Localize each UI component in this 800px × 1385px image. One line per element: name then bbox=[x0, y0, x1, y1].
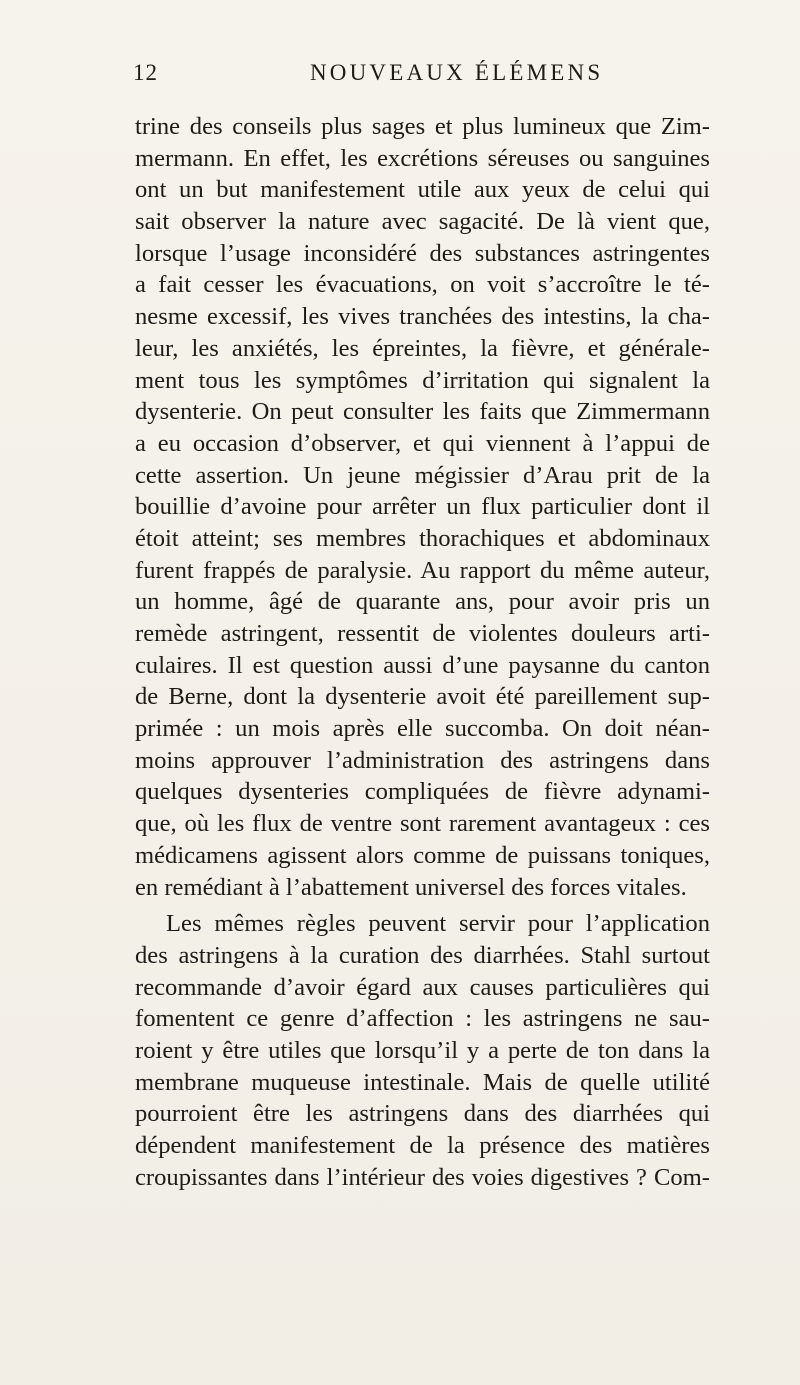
text-line: sait observer la nature avec sagacité. De là vient que, bbox=[135, 208, 710, 236]
text-line: pourroient être les astringens dans des diarrhées qui bbox=[135, 1100, 710, 1128]
text-line: que, où les flux de ventre sont rarement avantageux : ces bbox=[135, 810, 710, 838]
running-head bbox=[133, 60, 713, 96]
text-line: bouillie d’avoine pour arrêter un flux particulier dont il bbox=[135, 493, 710, 521]
text-line: étoit atteint; ses membres thorachiques et abdominaux bbox=[135, 524, 710, 552]
text-line: de Berne, dont la dysenterie avoit été pareillement sup- bbox=[135, 683, 710, 711]
text-line: dépendent manifestement de la présence des matières bbox=[135, 1132, 710, 1159]
text-line: mermann. En effet, les excrétions séreuses ou sanguines bbox=[135, 144, 710, 172]
text-line: roient y être utiles que lorsqu’il y a perte de ton dans la bbox=[135, 1036, 710, 1064]
text-line: ont un but manifestement utile aux yeux de celui qui bbox=[135, 176, 710, 204]
text-line: fomentent ce genre d’affection : les astringens ne sau- bbox=[135, 1005, 710, 1033]
text-line: ment tous les symptômes d’irritation qui signalent la bbox=[135, 366, 710, 394]
text-line: un homme, âgé de quarante ans, pour avoir pris un bbox=[135, 588, 710, 616]
text-line: membrane muqueuse intestinale. Mais de quelle utilité bbox=[135, 1068, 710, 1096]
text-line: trine des conseils plus sages et plus lumineux que Zim- bbox=[135, 113, 710, 140]
text-line: lorsque l’usage inconsidéré des substances astringentes bbox=[135, 239, 710, 267]
text-line: remède astringent, ressentit de violentes douleurs arti- bbox=[135, 620, 710, 647]
text-line: a eu occasion d’observer, et qui viennent à l’appui de bbox=[135, 429, 710, 457]
text-line: furent frappés de paralysie. Au rapport du même auteur, bbox=[135, 556, 710, 584]
paragraph-2 bbox=[135, 908, 710, 1193]
text-line: médicamens agissent alors comme de puissans toniques, bbox=[135, 841, 710, 869]
text-line: primée : un mois après elle succomba. On doit néan- bbox=[135, 715, 710, 743]
text-line: dysenterie. On peut consulter les faits que Zimmermann bbox=[135, 398, 710, 426]
text-line: des astringens à la curation des diarrhées. Stahl surtout bbox=[135, 941, 710, 969]
text-line: cette assertion. Un jeune mégissier d’Arau prit de la bbox=[135, 461, 710, 489]
text-line: quelques dysenteries compliquées de fièvre adynami- bbox=[135, 778, 710, 806]
running-title: NOUVEAUX ÉLÉMENS bbox=[310, 60, 604, 85]
text-line: nesme excessif, les vives tranchées des intestins, la cha- bbox=[135, 303, 710, 331]
text-line: recommande d’avoir égard aux causes particulières qui bbox=[135, 973, 710, 1001]
body-text bbox=[135, 111, 710, 1193]
text-line: leur, les anxiétés, les épreintes, la fièvre, et générale- bbox=[135, 334, 710, 362]
text-line: moins approuver l’administration des astringens dans bbox=[135, 746, 710, 774]
text-line: culaires. Il est question aussi d’une paysanne du canton bbox=[135, 651, 710, 679]
paragraph-1 bbox=[135, 111, 710, 903]
text-line: Les mêmes règles peuvent servir pour l’application bbox=[166, 910, 710, 938]
page-number: 12 bbox=[133, 60, 158, 85]
text-line: croupissantes dans l’intérieur des voies digestives ? Com- bbox=[135, 1163, 710, 1191]
text-line: a fait cesser les évacuations, on voit s’accroître le té- bbox=[135, 271, 710, 299]
text-line: en remédiant à l’abattement universel des forces vitales. bbox=[135, 873, 687, 901]
